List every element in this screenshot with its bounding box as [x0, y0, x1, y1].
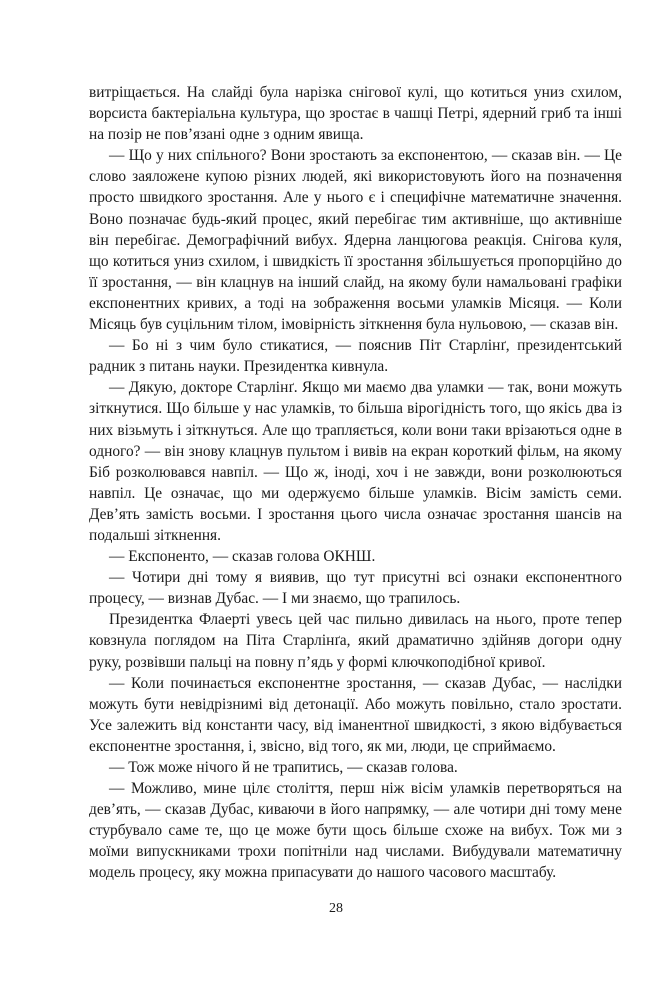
paragraph: Президентка Флаерті увесь цей час пильно дивилась на нього, проте тепер ковзнула поглядом на Піта Старлінґа, який драматично здійняв догори одну руку, розвівши пальці на повну п’ядь у формі ключкоподібної кривої.	[89, 611, 622, 671]
paragraph: — Можливо, мине цілє століття, перш ніж вісім уламків перетворяться на дев’ять, — сказав Дубас, киваючи в його напрямку, — але чотири дні тому мене стурбувало саме те, що це може бути щось більше схоже на вибух. Тож ми з моїми випускниками трохи попітніли над числами. Вибудували математичну модель процесу, яку можна припасувати до нашого часового масштабу.	[89, 780, 622, 882]
page-number: 28	[329, 901, 343, 916]
paragraph: — Коли починається експонентне зростання, — сказав Дубас, — наслідки можуть бути невідрізнимі від детонації. Або можуть повільно, стало зростати. Усе залежить від константи часу, від іманентної швидкості, з якою відбувається експонентне зростання, і, звісно, від того, як ми, люди, це сприймаємо.	[89, 674, 622, 755]
paragraph: — Експоненто, — сказав голова ОКНШ.	[109, 548, 376, 566]
paragraph: витріщається. На слайді була нарізка снігової кулі, що котиться униз схилом, ворсиста бактеріальна культура, що зростає в чашці Петрі, ядерний гриб та інші на позір не пов’язані одне з одним явища.	[89, 84, 622, 144]
paragraph: — Тож може нічого й не трапитись, — сказав голова.	[109, 759, 458, 776]
paragraph: — Дякую, докторе Старлінґ. Якщо ми маємо два уламки — так, вони можуть зіткнутися. Що більше у нас уламків, то більша вірогідність того, що якісь два із них візьмуть і зіткнуться. Але що трапляється, коли вони таки врізаються одне в одного? — він знову клацнув пультом і вивів на екран короткий фільм, на якому Біб розколювався навпіл. — Що ж, іноді, хоч і не завжди, вони розколюються навпіл. Це означає, що ми одержуємо більше уламків. Вісім замість семи. Дев’ять замість восьми. І зростання цього числа означає зростання шансів на подальші зіткнення.	[89, 379, 622, 544]
paragraph: — Що у них спільного? Вони зростають за експонентою, — сказав він. — Це слово заяложене купою різних людей, які використовують його на позначення просто швидкого зростання. Але у нього є і специфічне математичне значення. Воно позначає будь-який процес, який перебігає тим активніше, що активніше він перебігає. Демографічний вибух. Ядерна ланцюгова реакція. Снігова куля, що котиться униз схилом, і швидкість її зростання збільшується пропорційно до її зростання, — він клацнув на інший слайд, на якому були намальовані графіки експонентних кривих, а тоді на зображення восьми уламків Місяця. — Коли Місяць був суцільним тілом, імовірність зіткнення була нульовою, — сказав він.	[89, 147, 622, 334]
paragraph: — Чотири дні тому я виявив, що тут присутні всі ознаки експонентного процесу, — визнав Дубас. — І ми знаємо, що трапилось.	[89, 569, 622, 608]
paragraph: — Бо ні з чим було стикатися, — пояснив Піт Старлінґ, президентський радник з питань науки. Президентка кивнула.	[89, 337, 622, 376]
body-text	[89, 82, 622, 884]
